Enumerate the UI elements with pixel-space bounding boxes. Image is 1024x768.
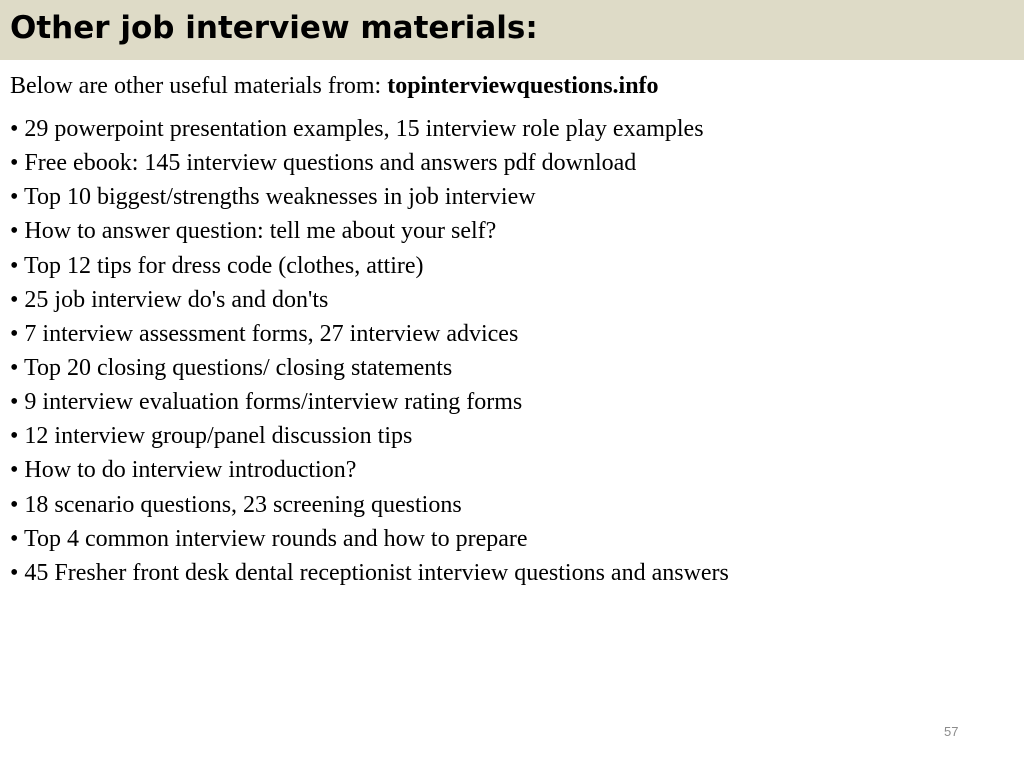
list-item[interactable] <box>10 524 729 558</box>
list-item[interactable] <box>10 251 729 285</box>
bullet-icon: • <box>10 252 19 279</box>
bullet-icon: • <box>10 491 19 518</box>
list-item-text: Top 4 common interview rounds and how to prepare <box>23 525 528 552</box>
list-item-text: Top 20 closing questions/ closing statements <box>23 354 453 381</box>
list-item[interactable] <box>10 490 729 524</box>
list-item-text: Top 12 tips for dress code (clothes, attire) <box>23 252 424 279</box>
intro-text: Below are other useful materials from: <box>10 73 388 99</box>
list-item-text: Top 10 biggest/strengths weaknesses in job interview <box>23 184 536 211</box>
bullet-icon: • <box>10 218 19 245</box>
list-item[interactable] <box>10 285 729 319</box>
bullet-icon: • <box>10 320 19 347</box>
list-item-text: 29 powerpoint presentation examples, 15 interview role play examples <box>24 116 704 142</box>
bullet-icon: • <box>10 116 19 142</box>
list-item-text: How to answer question: tell me about your self? <box>24 218 497 245</box>
list-item[interactable] <box>10 216 729 250</box>
list-item[interactable] <box>10 319 729 353</box>
slide-title: Other job interview materials: <box>10 10 538 46</box>
list-item-text: 18 scenario questions, 23 screening questions <box>24 491 462 518</box>
list-item-text: 45 Fresher front desk dental receptionist interview questions and answers <box>24 559 729 586</box>
site-link[interactable]: topinterviewquestions.info <box>387 73 659 99</box>
page-number: 57 <box>944 724 959 739</box>
materials-list <box>10 114 729 592</box>
list-item[interactable] <box>10 114 729 148</box>
bullet-icon: • <box>10 525 19 552</box>
bullet-icon: • <box>10 150 19 177</box>
bullet-icon: • <box>10 457 19 484</box>
list-item[interactable] <box>10 421 729 455</box>
list-item-text: 9 interview evaluation forms/interview rating forms <box>24 389 523 416</box>
list-item-text: Free ebook: 145 interview questions and answers pdf download <box>24 150 637 177</box>
list-item[interactable] <box>10 182 729 216</box>
bullet-icon: • <box>10 389 19 416</box>
title-bar <box>0 0 1024 60</box>
list-item-text: 12 interview group/panel discussion tips <box>24 423 413 450</box>
list-item[interactable] <box>10 353 729 387</box>
bullet-icon: • <box>10 286 19 313</box>
bullet-icon: • <box>10 423 19 450</box>
list-item[interactable] <box>10 148 729 182</box>
list-item[interactable] <box>10 558 729 592</box>
list-item[interactable] <box>10 387 729 421</box>
list-item-text: 7 interview assessment forms, 27 interview advices <box>24 320 519 347</box>
list-item-text: How to do interview introduction? <box>24 457 357 484</box>
list-item[interactable] <box>10 455 729 489</box>
bullet-icon: • <box>10 559 19 586</box>
bullet-icon: • <box>10 184 19 211</box>
list-item-text: 25 job interview do's and don'ts <box>24 286 329 313</box>
bullet-icon: • <box>10 354 19 381</box>
intro-line <box>10 71 659 101</box>
